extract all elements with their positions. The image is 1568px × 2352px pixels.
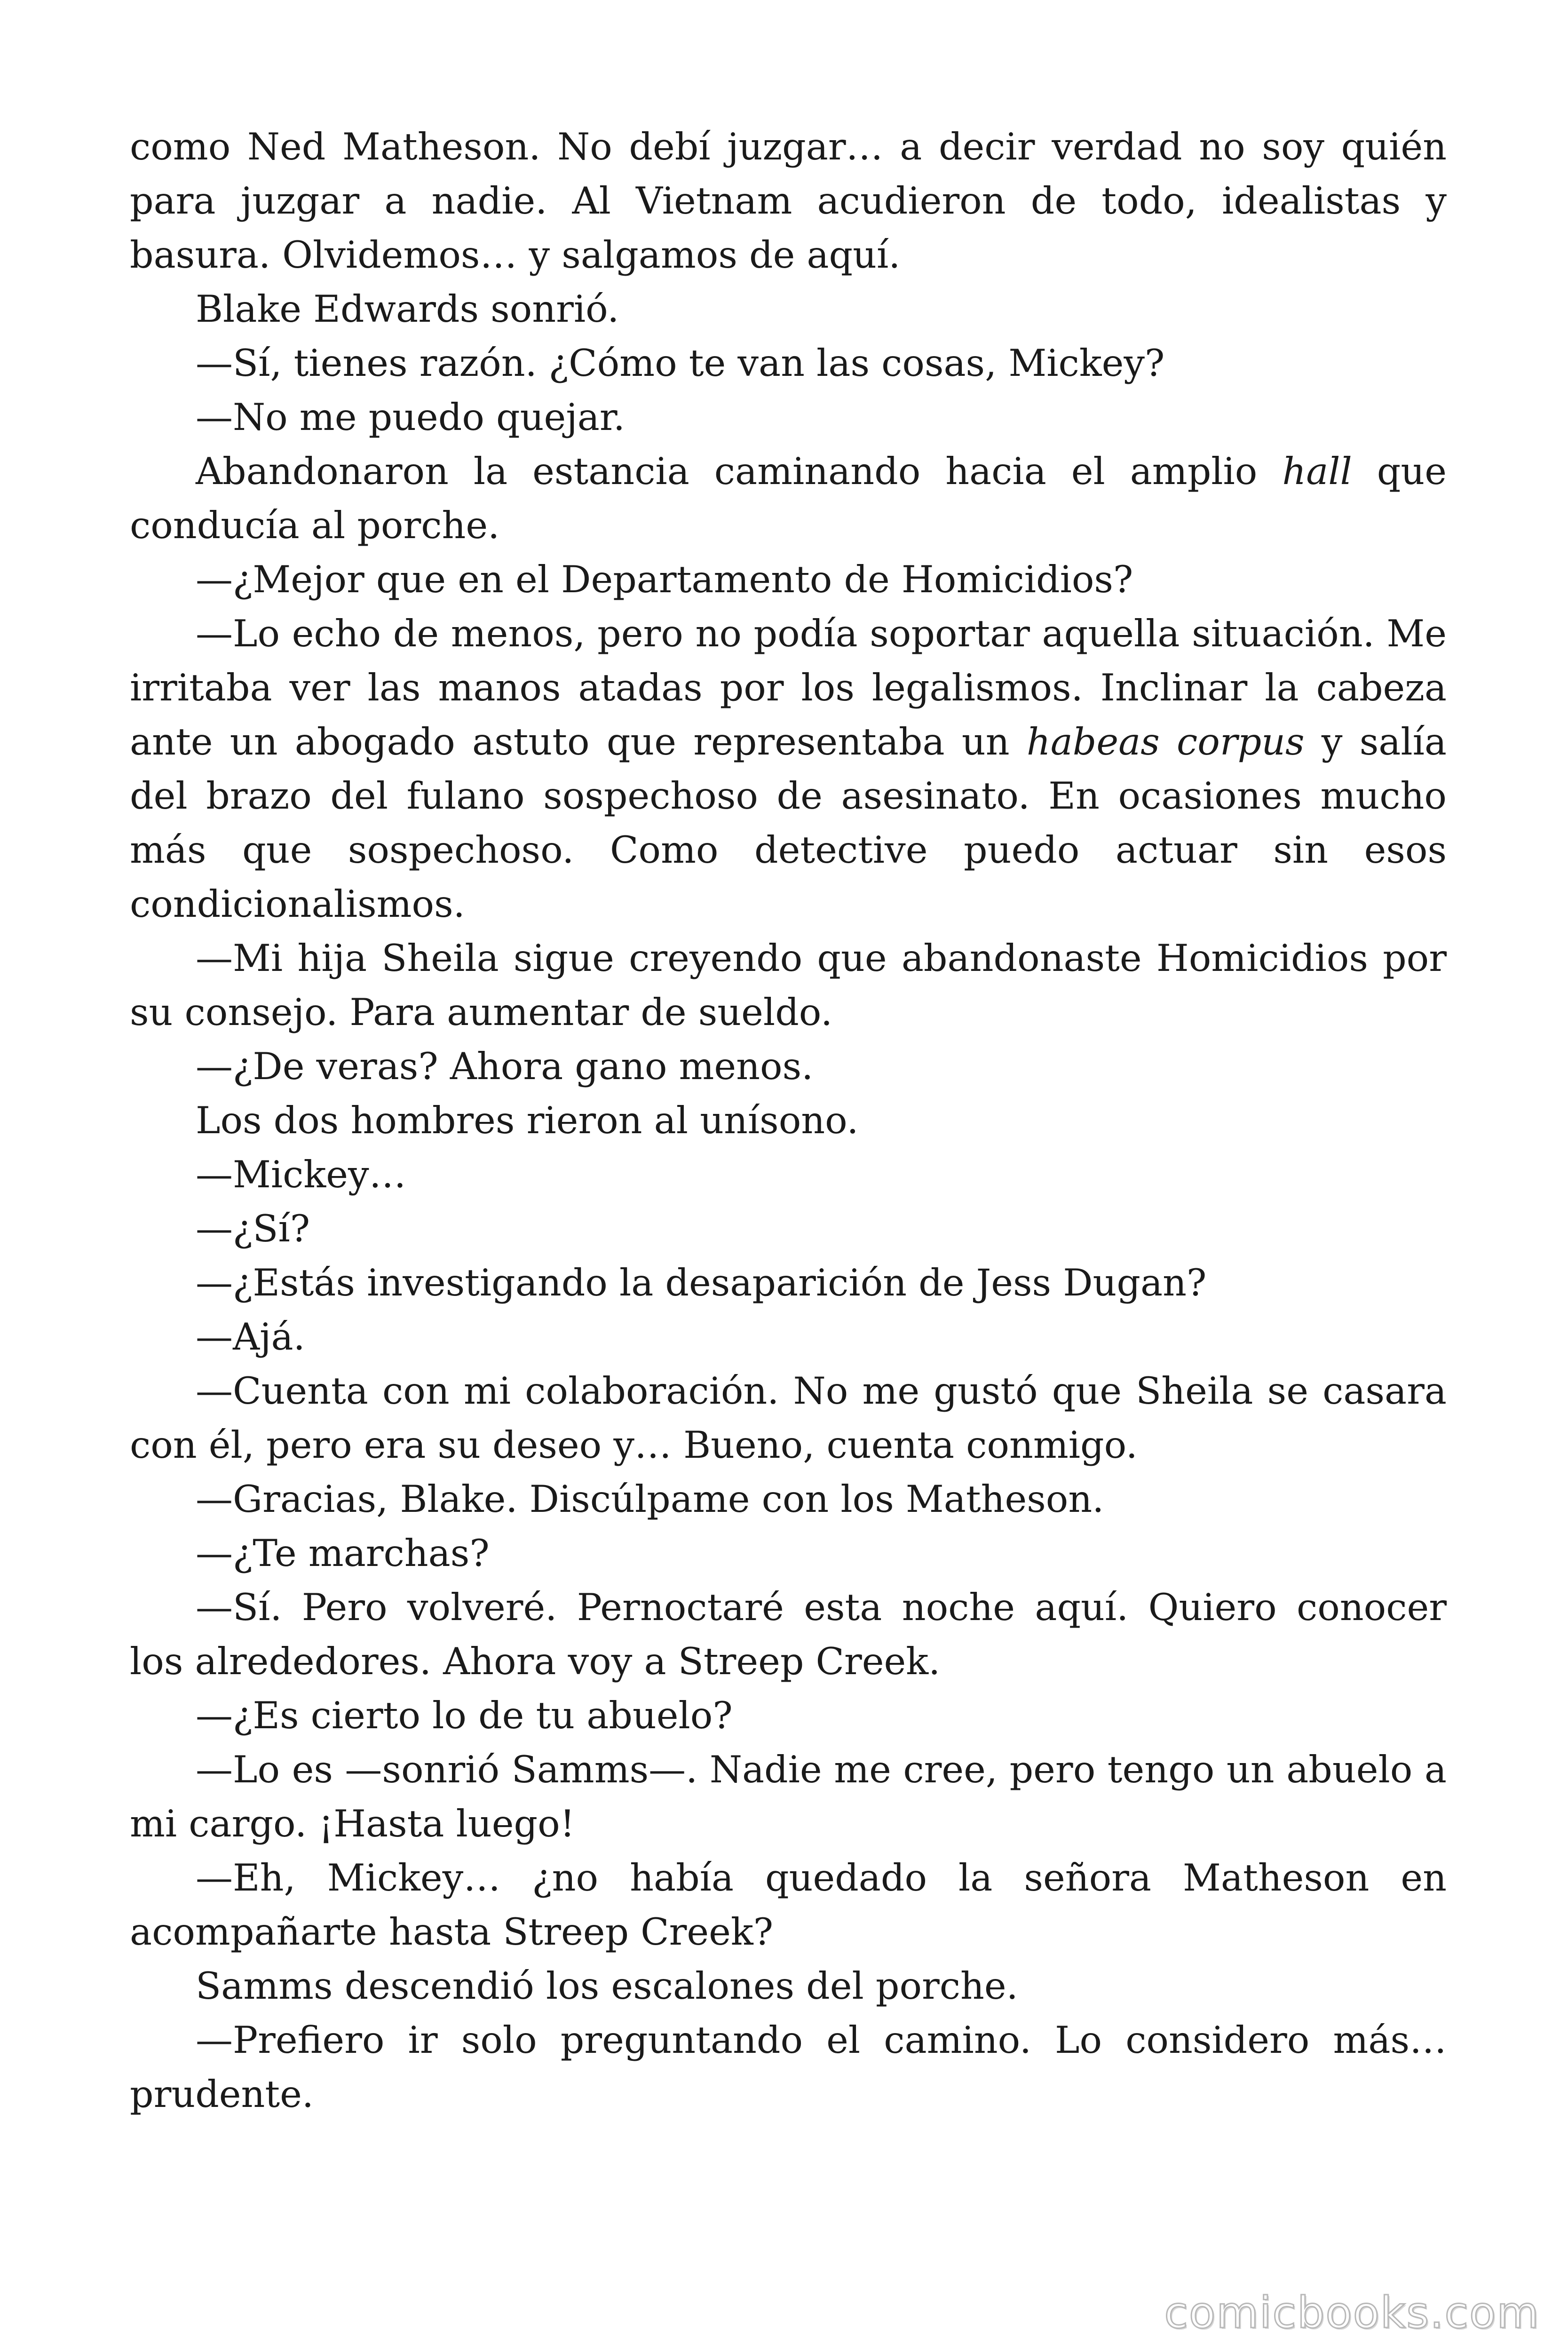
paragraph-22: Samms descendió los escalones del porche. bbox=[196, 1964, 1018, 2008]
watermark: comicbooks.com bbox=[1164, 2288, 1540, 2338]
paragraph-8: —Mi hija Sheila sigue creyendo que abandonaste Homicidios por su consejo. Para aumentar de sueldo. bbox=[130, 937, 1447, 1034]
paragraph-11: —Mickey… bbox=[196, 1153, 406, 1196]
paragraph-15: —Cuenta con mi colaboración. No me gustó que Sheila se casara con él, pero era su deseo y… Bueno, cuenta conmigo. bbox=[130, 1369, 1447, 1467]
paragraph-7: —Lo echo de menos, pero no podía soportar aquella situación. Me irritaba ver las manos atadas por los legalismos. Inclinar la cabeza ante un abogado astuto que representaba un habeas corpus y salía del brazo del fulano sospechoso de asesinato. En ocasiones mucho más que sospechoso. Como detective puedo actuar sin esos condicionalismos. bbox=[130, 612, 1447, 926]
italic-term: habeas corpus bbox=[1026, 720, 1305, 763]
paragraph-18: —Sí. Pero volveré. Pernoctaré esta noche aquí. Quiero conocer los alrededores. Ahora voy a Streep Creek. bbox=[130, 1586, 1447, 1683]
paragraph-13: —¿Estás investigando la desaparición de Jess Dugan? bbox=[196, 1261, 1207, 1304]
paragraph-16: —Gracias, Blake. Discúlpame con los Matheson. bbox=[196, 1478, 1104, 1521]
paragraph-1: como Ned Matheson. No debí juzgar… a decir verdad no soy quién para juzgar a nadie. Al Vietnam acudieron de todo, idealistas y basura. Olvidemos… y salgamos de aquí. bbox=[130, 125, 1447, 277]
paragraph-9: —¿De veras? Ahora gano menos. bbox=[196, 1045, 814, 1088]
paragraph-4: —No me puedo quejar. bbox=[196, 396, 626, 439]
paragraph-6: —¿Mejor que en el Departamento de Homicidios? bbox=[196, 558, 1133, 601]
paragraph-19: —¿Es cierto lo de tu abuelo? bbox=[196, 1694, 733, 1737]
paragraph-10: Los dos hombres rieron al unísono. bbox=[196, 1099, 859, 1142]
paragraph-12: —¿Sí? bbox=[196, 1207, 310, 1250]
paragraph-3: —Sí, tienes razón. ¿Cómo te van las cosas, Mickey? bbox=[196, 342, 1165, 385]
paragraph-20: —Lo es —sonrió Samms—. Nadie me cree, pero tengo un abuelo a mi cargo. ¡Hasta luego! bbox=[130, 1748, 1447, 1845]
paragraph-14: —Ajá. bbox=[196, 1315, 305, 1359]
italic-term: hall bbox=[1282, 450, 1352, 493]
paragraph-5: Abandonaron la estancia caminando hacia el amplio hall que conducía al porche. bbox=[130, 450, 1447, 547]
paragraph-23: —Prefiero ir solo preguntando el camino. Lo considero más… prudente. bbox=[130, 2018, 1447, 2116]
paragraph-2: Blake Edwards sonrió. bbox=[196, 287, 619, 331]
paragraph-17: —¿Te marchas? bbox=[196, 1532, 490, 1575]
page-body bbox=[130, 120, 1447, 2122]
paragraph-21: —Eh, Mickey… ¿no había quedado la señora Matheson en acompañarte hasta Streep Creek? bbox=[130, 1856, 1447, 1954]
